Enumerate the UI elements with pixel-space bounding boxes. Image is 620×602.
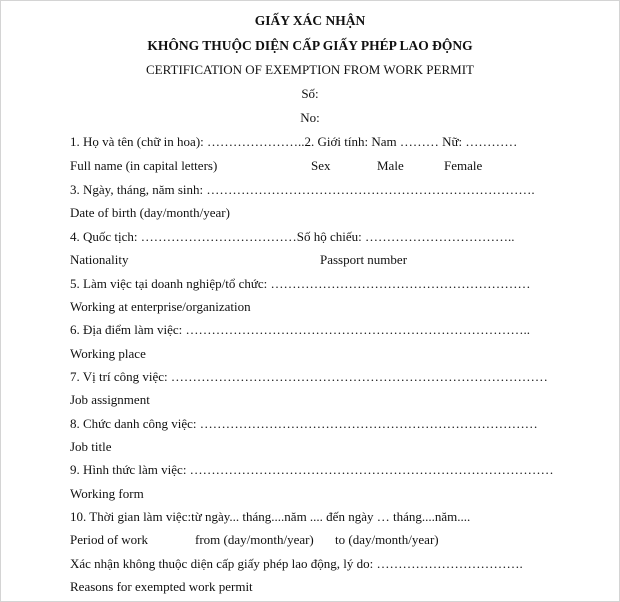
field-enterprise-en: Working at enterprise/organization [70, 299, 251, 314]
field-period-en: Period of work [70, 532, 148, 547]
field-reason-vi: Xác nhận không thuộc diện cấp giấy phép lao động, lý do: ……………………………. [70, 556, 523, 571]
field-job-title-vi: 8. Chức danh công việc: …………………………………………………………………… [70, 416, 538, 431]
title-vi: GIẤY XÁC NHẬN [254, 13, 366, 28]
field-name-sex-vi: 1. Họ và tên (chữ in hoa): …………………..2. Giới tính: Nam ……… Nữ: ………… [70, 134, 518, 149]
field-dob-vi: 3. Ngày, tháng, năm sinh: …………………………………………………………………. [70, 182, 535, 197]
title-en: CERTIFICATION OF EXEMPTION FROM WORK PERMIT [146, 62, 474, 77]
field-passport-en: Passport number [320, 252, 408, 267]
field-workplace-vi: 6. Địa điểm làm việc: …………………………………………………………………….. [70, 322, 531, 337]
field-workplace-en: Working place [70, 346, 146, 361]
field-male-en: Male [377, 158, 404, 173]
field-nationality-en: Nationality [70, 252, 129, 267]
field-working-form-en: Working form [70, 486, 144, 501]
subtitle-vi: KHÔNG THUỘC DIỆN CẤP GIẤY PHÉP LAO ĐỘNG [147, 38, 473, 53]
field-job-title-en: Job title [70, 439, 112, 454]
field-nationality-passport-vi: 4. Quốc tịch: ………………………………Số hộ chiếu: …………………………….. [70, 229, 515, 244]
field-job-assignment-vi: 7. Vị trí công việc: …………………………………………………………………………… [70, 369, 548, 384]
field-sex-en: Sex [311, 158, 331, 173]
field-working-form-vi: 9. Hình thức làm việc: ………………………………………………………………………… [70, 462, 554, 477]
field-period-vi: 10. Thời gian làm việc:từ ngày... tháng....năm .... đến ngày … tháng....năm.... [70, 509, 471, 524]
number-label-en: No: [300, 110, 320, 125]
number-label-vi: Số: [301, 86, 319, 101]
field-dob-en: Date of birth (day/month/year) [70, 205, 230, 220]
field-name-en: Full name (in capital letters) [70, 158, 218, 173]
field-reason-en: Reasons for exempted work permit [70, 579, 253, 594]
field-enterprise-vi: 5. Làm việc tại doanh nghiệp/tổ chức: …………………………………………………… [70, 276, 531, 291]
field-period-to-en: to (day/month/year) [335, 532, 439, 547]
field-job-assignment-en: Job assignment [70, 392, 150, 407]
field-female-en: Female [444, 158, 483, 173]
field-period-from-en: from (day/month/year) [195, 532, 314, 547]
